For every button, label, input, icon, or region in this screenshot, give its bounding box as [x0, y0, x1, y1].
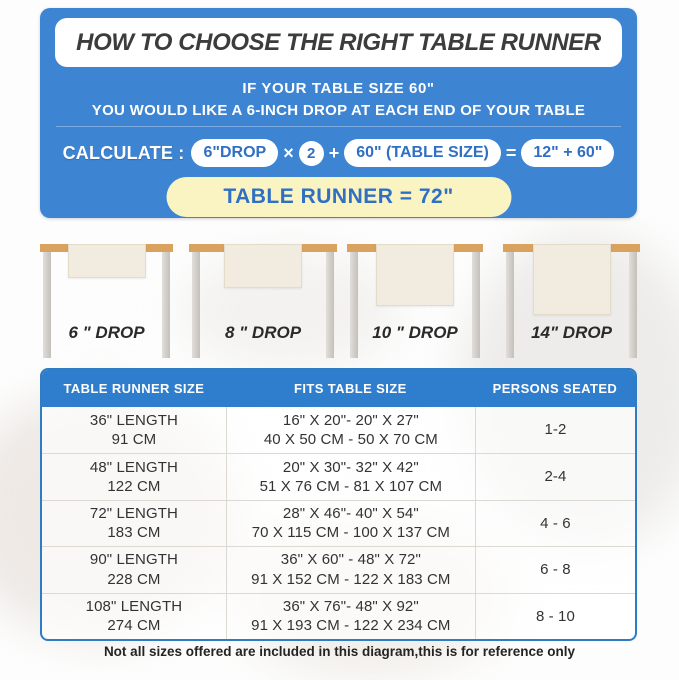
subtitle-line-2: YOU WOULD LIKE A 6-INCH DROP AT EACH END OF YOUR TABLE: [91, 102, 586, 119]
result-pill: TABLE RUNNER = 72": [166, 177, 511, 217]
persons-cell: 8 - 10: [475, 594, 635, 639]
drop-pill: 6"DROP: [191, 139, 278, 166]
header-divider: [56, 126, 621, 127]
runner-cloth: [68, 244, 146, 278]
sum-pill: 12" + 60": [521, 139, 614, 166]
runner-size-cell: 36" LENGTH 91 CM: [89, 411, 178, 449]
title-box: [55, 18, 622, 67]
equals-operator: =: [505, 142, 517, 163]
drop-examples-section: [0, 218, 679, 368]
persons-cell: 1-2: [475, 407, 635, 453]
table-size-pill: 60" (TABLE SIZE): [344, 139, 501, 166]
calculation-row: [40, 137, 637, 169]
plus-operator: +: [328, 142, 340, 163]
table-row: [42, 407, 635, 453]
table-row: [42, 593, 635, 639]
drop-figure-14: [503, 244, 640, 368]
size-table: [40, 368, 637, 641]
runner-cloth: [224, 244, 302, 288]
column-header-fits-table-size: FITS TABLE SIZE: [294, 381, 407, 396]
size-table-header: [42, 370, 635, 407]
multiply-operator: ×: [283, 142, 294, 163]
drop-figure-6: [40, 244, 173, 368]
drop-label: 10 " DROP: [372, 323, 458, 342]
multiplier-badge: 2: [299, 141, 324, 166]
header-panel: [40, 8, 637, 218]
fits-size-cell: 16" X 20"- 20" X 27" 40 X 50 CM - 50 X 70 CM: [226, 407, 475, 453]
table-row: [42, 500, 635, 546]
drop-figure-8: [189, 244, 337, 368]
runner-size-cell: 90" LENGTH 228 CM: [89, 551, 178, 588]
fits-size-cell: 28" X 46"- 40" X 54" 70 X 115 CM - 100 X 137 CM: [226, 501, 475, 546]
persons-cell: 2-4: [475, 454, 635, 499]
table-row: [42, 546, 635, 592]
persons-cell: 6 - 8: [475, 547, 635, 592]
subtitle-line-1: IF YOUR TABLE SIZE 60": [242, 80, 435, 97]
fits-size-cell: 36" X 60" - 48" X 72" 91 X 152 CM - 122 X 183 CM: [226, 547, 475, 592]
calculate-label: CALCULATE :: [62, 142, 185, 163]
drop-label: 6 " DROP: [68, 323, 145, 342]
drop-label: 8 " DROP: [224, 323, 302, 342]
fits-size-cell: 20" X 30"- 32" X 42" 51 X 76 CM - 81 X 107 CM: [226, 454, 475, 499]
persons-cell: 4 - 6: [475, 501, 635, 546]
table-row: [42, 453, 635, 499]
column-header-persons-seated: PERSONS SEATED: [492, 381, 618, 396]
drop-figure-10: [347, 244, 483, 368]
page-title: HOW TO CHOOSE THE RIGHT TABLE RUNNER: [76, 28, 601, 56]
runner-cloth: [376, 244, 454, 306]
size-table-body: [42, 407, 635, 639]
runner-cloth: [533, 244, 611, 315]
column-header-runner-size: TABLE RUNNER SIZE: [63, 381, 205, 396]
footer-note: Not all sizes offered are included in this diagram,this is for reference only: [103, 644, 576, 659]
drop-label: 14" DROP: [531, 323, 612, 342]
runner-size-cell: 108" LENGTH 274 CM: [85, 597, 183, 635]
fits-size-cell: 36" X 76"- 48" X 92" 91 X 193 CM - 122 X 234 CM: [226, 594, 475, 639]
runner-size-cell: 48" LENGTH 122 CM: [89, 458, 178, 496]
runner-size-cell: 72" LENGTH 183 CM: [89, 504, 178, 542]
